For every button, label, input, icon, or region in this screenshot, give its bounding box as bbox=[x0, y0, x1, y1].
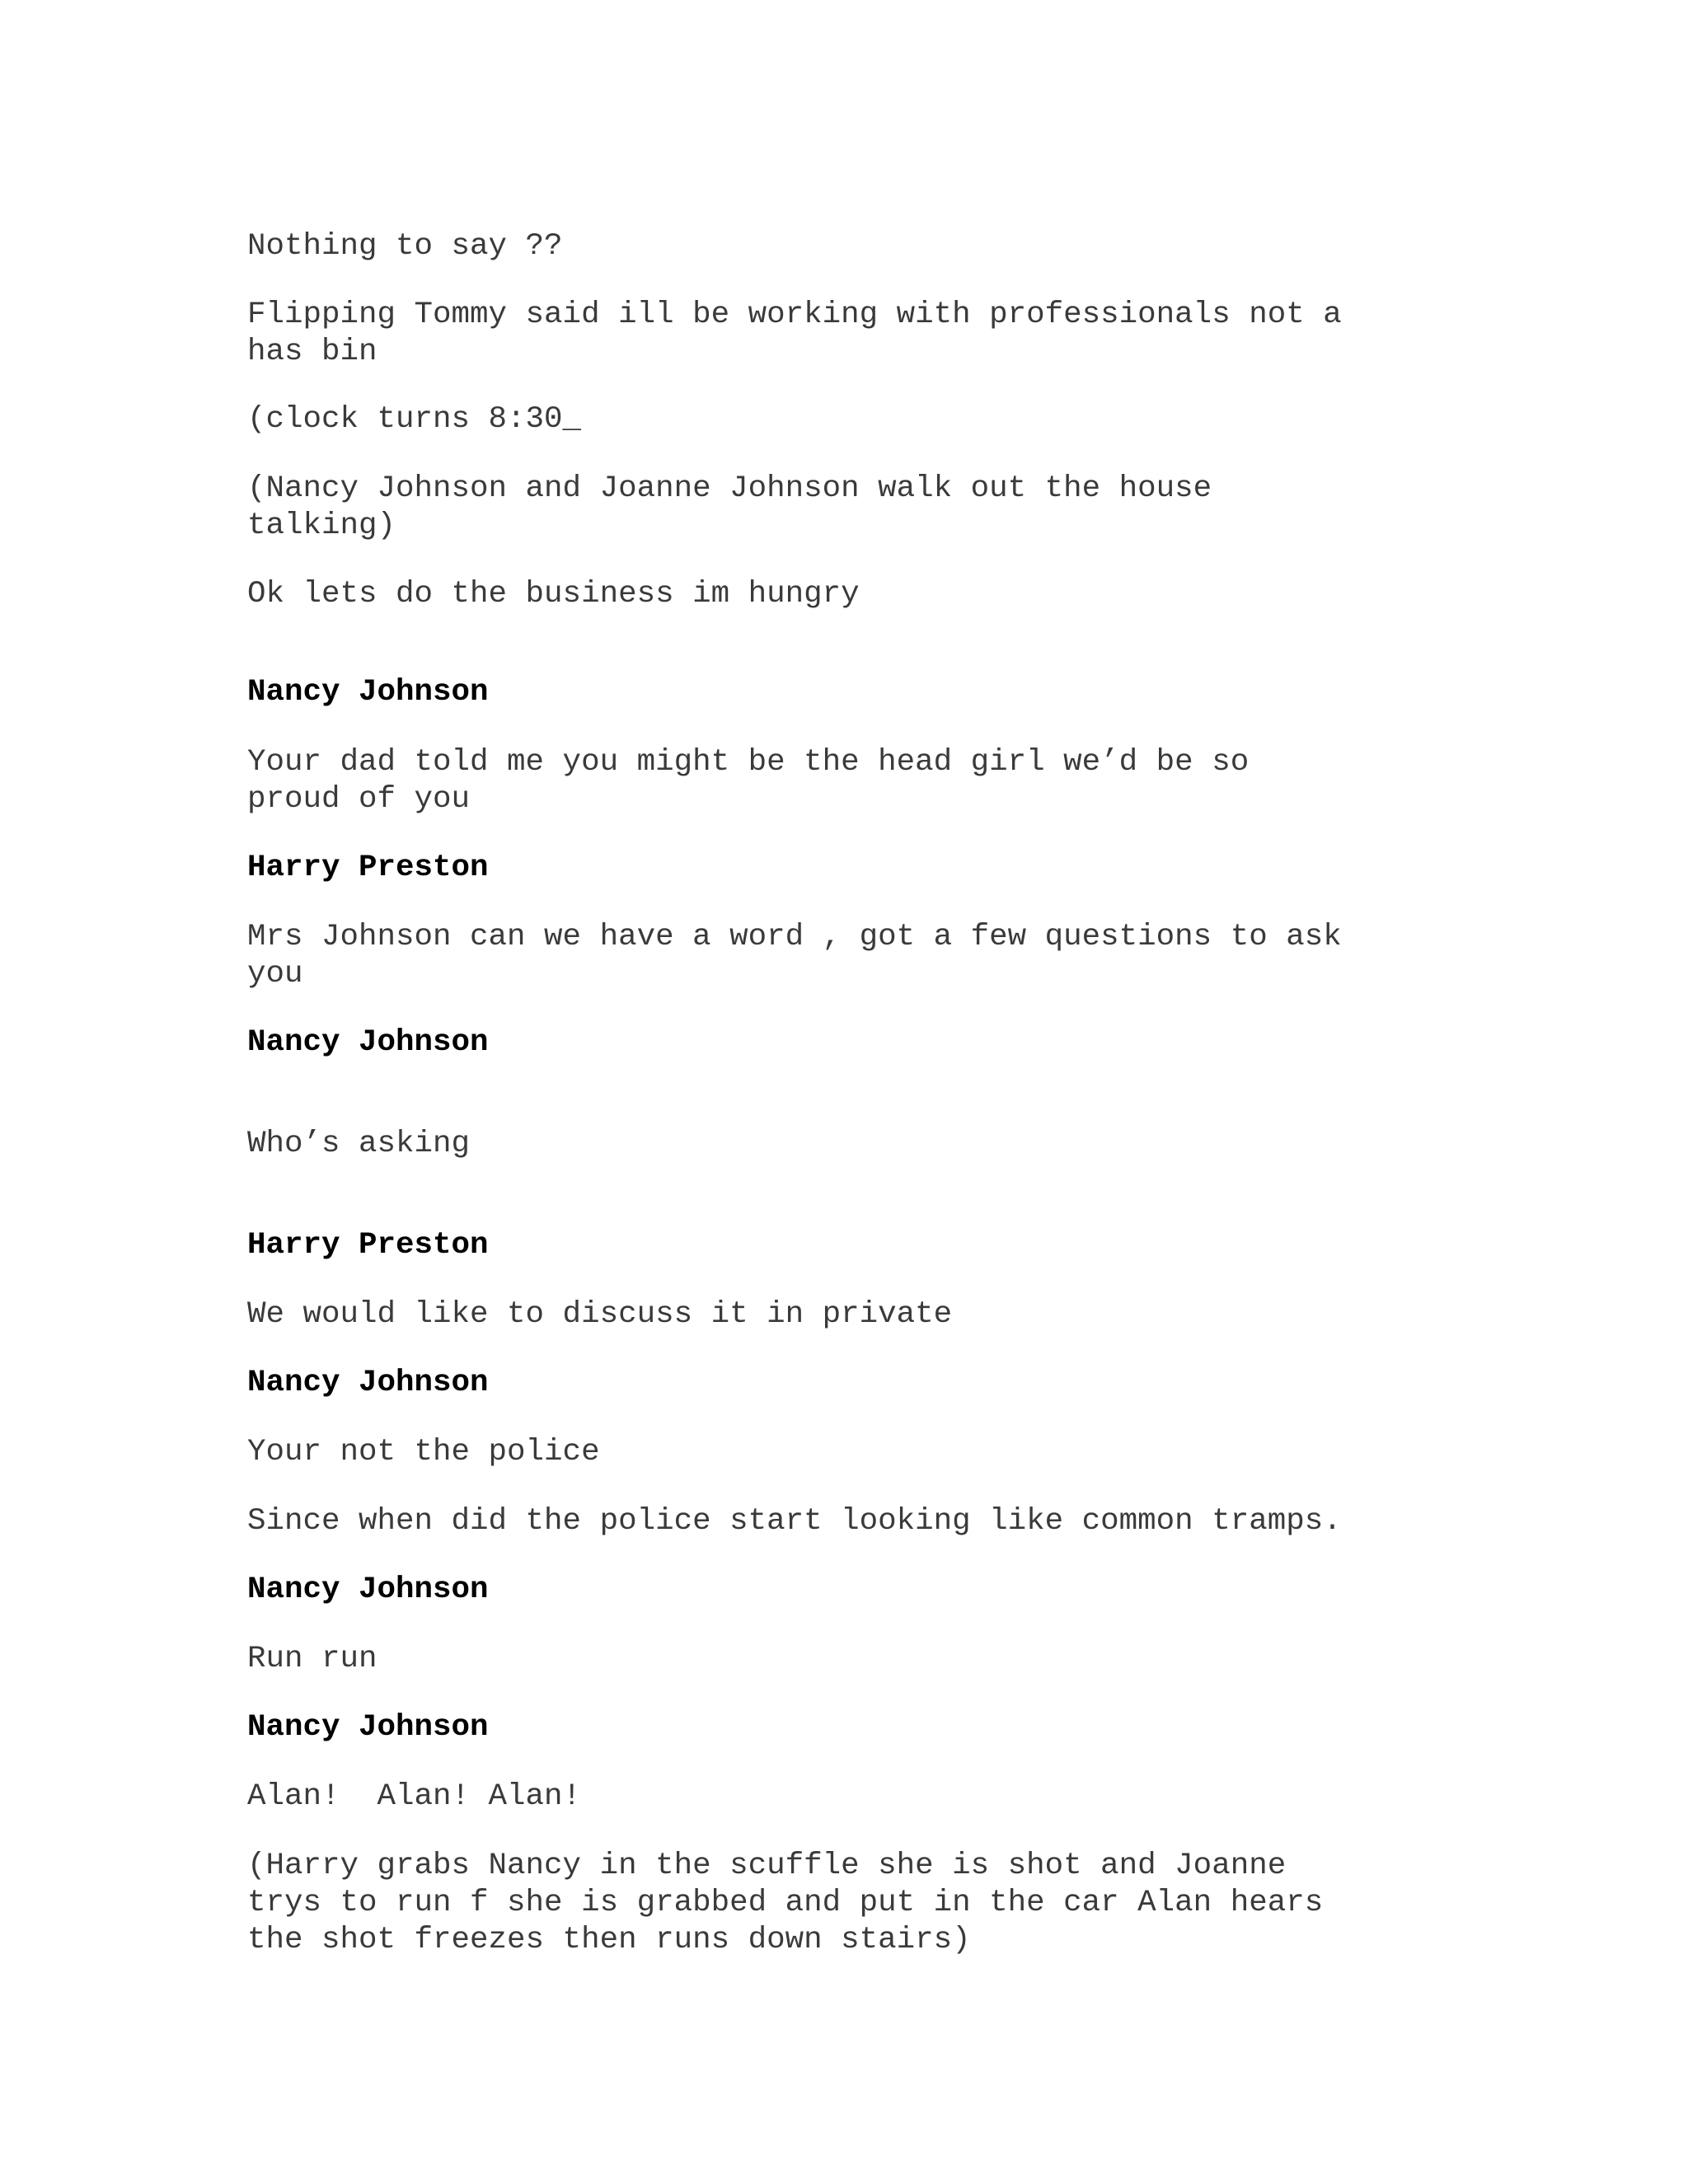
stage-direction: (clock turns 8:30_ bbox=[247, 402, 582, 437]
dialogue-line: Mrs Johnson can we have a word , got a few questions to ask bbox=[247, 920, 1342, 954]
speaker-name: Harry Preston bbox=[247, 1228, 489, 1263]
stage-direction: (Harry grabs Nancy in the scuffle she is shot and Joanne bbox=[247, 1849, 1287, 1883]
dialogue-line: you bbox=[247, 957, 303, 991]
speaker-name: Nancy Johnson bbox=[247, 1025, 489, 1060]
dialogue-line: Who’s asking bbox=[247, 1127, 471, 1161]
action-line: Nothing to say ?? bbox=[247, 229, 563, 264]
action-line: has bin bbox=[247, 335, 377, 369]
action-line: Flipping Tommy said ill be working with professionals not a bbox=[247, 298, 1342, 332]
speaker-name: Nancy Johnson bbox=[247, 675, 489, 710]
dialogue-line: Alan! Alan! Alan! bbox=[247, 1779, 582, 1814]
dialogue-line: Since when did the police start looking like common tramps. bbox=[247, 1504, 1342, 1539]
speaker-name: Harry Preston bbox=[247, 851, 489, 885]
stage-direction: (Nancy Johnson and Joanne Johnson walk out the house bbox=[247, 471, 1212, 506]
stage-direction: talking) bbox=[247, 509, 396, 543]
speaker-name: Nancy Johnson bbox=[247, 1710, 489, 1745]
dialogue-line: Your dad told me you might be the head girl we’d be so bbox=[247, 745, 1250, 780]
dialogue-line: We would like to discuss it in private bbox=[247, 1297, 953, 1332]
stage-direction: trys to run f she is grabbed and put in the car Alan hears bbox=[247, 1886, 1324, 1920]
dialogue-line: Run run bbox=[247, 1642, 377, 1676]
dialogue-line: Your not the police bbox=[247, 1435, 600, 1469]
dialogue-line: proud of you bbox=[247, 782, 471, 817]
speaker-name: Nancy Johnson bbox=[247, 1572, 489, 1607]
speaker-name: Nancy Johnson bbox=[247, 1366, 489, 1400]
action-line: Ok lets do the business im hungry bbox=[247, 577, 860, 612]
stage-direction: the shot freezes then runs down stairs) bbox=[247, 1923, 971, 1957]
